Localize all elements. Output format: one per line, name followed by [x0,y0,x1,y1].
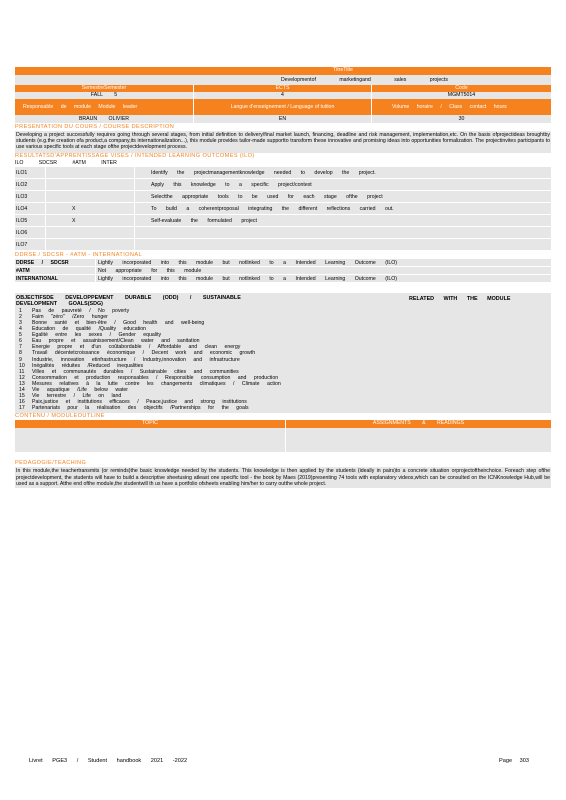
semester-value: FALL 5 [90,92,118,98]
ilo-text: Selectthe appropriate tools to be used for each stage ofthe project [151,193,383,200]
sdg-text: Inégalités réduites /Reduced inequalities [32,362,144,369]
presentation-box [15,131,551,153]
sdg-text: Pas de pauvreté / No poverty [32,307,130,314]
ilo-header: ILO SDCSR #ATM INTER [15,159,117,166]
sdg-list [16,308,550,412]
sdg-text: Energie propre et d'un coûtabordable / Affordable and clean energy [32,344,241,351]
pedagogy-title: PEDAGOGIE/TEACHING [15,460,87,467]
ilo-sdcsr-mark [45,179,135,190]
sdg-number: 16 [19,399,25,406]
legend-text: Not appropriate for this module [95,267,551,274]
sdg-text: Vie terrestre / Life on land [32,393,122,400]
ilo-key: ILO6 [16,229,28,236]
sdg-number: 1 [19,307,22,314]
ilo-row [15,167,551,179]
legend-table [15,259,551,283]
ilo-text: Apply this knowledge to a specific project/context [151,181,312,188]
volume-value: 30 [371,115,551,123]
sdg-number: 13 [19,380,25,387]
legend-row [15,259,551,267]
ilo-sdcsr-mark: X [45,203,135,214]
ilo-row [15,227,551,239]
content-header [15,420,551,428]
sdg-number: 4 [19,326,22,333]
title-label-row [15,67,551,75]
sdg-text: Consommation et production responsables / Responsible consumption and production [32,374,279,381]
sdg-related-label: RELATED WITH THE MODULE [409,295,511,302]
sdg-number: 10 [19,362,25,369]
sdg-item [16,405,550,411]
sdg-text: Travail décentetcroissance économique / Decent work and economic growth [32,350,256,357]
sdg-number: 2 [19,313,22,320]
sdg-text: Partenariats pour la réalisation des objectifs /Partnerships for the goals [32,405,249,412]
sdg-number: 15 [19,393,25,400]
legend-title: DDRSE / SDCSR - #ATM - INTERNATIONAL [15,251,143,258]
legend-text: Lightly incorporated into this module but notlinked to a Intended Learning Outcome (ILO) [95,275,551,282]
ilo-text [135,227,551,238]
ilo-row [15,179,551,191]
semester-value-row [15,92,551,99]
ilo-row [15,191,551,203]
presentation-title: PRESENTATION DU COURS / COURSE DESCRIPTION [15,124,175,130]
presentation-text: Developing a project successfully requires going through several stages, from initial definition to delivery/final market launch, financing, deadline and risk management, implementation,etc. On the basis ofprojectideas broughtby students (e.g.the creation ofa product,a company,its internationalization...), this module provides tailor-made supportto transform these innovative and promising ideas into opportunities formalization. The projectinvites participants to use various specific tools at each stage ofthe projectdevelopment process. [16,132,550,151]
sdg-text: Industrie, innovation etinfrastructure / Industry,innovation and infrastructure [32,356,240,363]
sdg-number: 7 [19,344,22,351]
ilo-sdcsr-mark [45,239,135,250]
sdg-number: 8 [19,350,22,357]
sdg-text: Bonne santé et bien-être / Good health and well-being [32,319,205,326]
ilo-sdcsr-mark [45,167,135,178]
pedagogy-box [15,467,551,488]
sdg-number: 5 [19,332,22,339]
legend-row [15,267,551,275]
ilo-row [15,203,551,215]
responsible-value-row [15,115,551,123]
code-value: MGMT5014 [371,92,551,99]
sdg-number: 12 [19,374,25,381]
sdg-number: 14 [19,387,25,394]
ilo-text: Identify the projectmanagementknowledge needed to develop the project. [151,169,376,176]
topic-label: TOPIC [142,420,158,427]
ilo-key: ILO4 [16,205,28,212]
volume-label: Volume horaire / Class contact hours [371,99,551,115]
ilo-key: ILO1 [16,169,28,176]
legend-key: INTERNATIONAL [16,275,58,282]
legend-key: #ATM [16,267,30,274]
responsible-label-row [15,99,551,115]
title-value-row [15,75,551,85]
topic-cell [15,428,285,452]
ilo-table [15,167,551,251]
legend-text: Lightly incorporated into this module but notlinked to a Intended Learning Outcome (ILO) [95,259,551,266]
footer-left: Livret PGE3 / Student handbook 2021 -2022 [29,758,188,764]
sdg-text: Eau propre et assainissement/Clean water and sanitation [32,338,200,345]
sdg-title: OBJECTIFSDE DEVELOPPEMENT DURABLE (ODD) / SUSTAINABLE DEVELOPMENT GOALS(SDG) [16,294,241,308]
sdg-text: Egalité entre les sexes / Gender equality [32,332,162,339]
ilo-key: ILO5 [16,217,28,224]
responsible-label: Responsable de module Module leader [23,103,138,110]
page-footer [29,758,529,764]
sdg-number: 3 [19,319,22,326]
sdg-text: Education de qualité /Quality education [32,326,146,333]
ilo-key: ILO2 [16,181,28,188]
ilo-row [15,239,551,251]
sdg-number: 17 [19,405,25,412]
footer-page: Page 303 [499,758,529,764]
legend-row [15,275,551,283]
ilo-sdcsr-mark: X [45,215,135,226]
sdg-header [16,295,550,308]
ilo-text: To build a coherentproposal integrating the different reflections carried out. [151,205,394,212]
sdg-text: Paix,justice et institutions efficaces / Peace,justice and strong institutions [32,399,247,406]
ilo-row [15,215,551,227]
ilo-text: Self-evaluate the formulated project [151,217,257,224]
content-title: CONTENU / MODULEOUTLINE [15,413,105,420]
ilo-key: ILO3 [16,193,28,200]
sdg-text: Mesures relatives à la lutte contre les changements climatiques / Climate action [32,380,281,387]
sdg-number: 9 [19,356,22,363]
sdg-number: 11 [19,368,25,375]
assignments-label: ASSIGNMENTS & READINGS [285,420,551,428]
language-value: EN [193,115,371,123]
semester-label: SemestreSemester [81,85,127,91]
ilo-title: RESULTATSD'APPRENTISSAGE VISES / INTENDED LEARNING OUTCOMES (ILO) [15,152,255,159]
sdg-box [15,293,551,414]
ilo-text [135,239,551,250]
ilo-sdcsr-mark [45,227,135,238]
assignments-cell [285,428,551,452]
ects-value: 4 [193,92,371,99]
sdg-text: Faim "zéro" /Zero hunger [32,313,108,320]
semester-label-row [15,85,551,92]
responsible-value: BRAUN OLIVIER [78,116,130,122]
module-sheet [15,67,551,488]
ilo-sdcsr-mark [45,191,135,202]
pedagogy-text: In this module,the teachertransmits (or reminds)the basic knowledge needed by the students. This knowledge is then applied by the students (ideally in pairs)to a concrete situation orprojectoftheirchoice. Foreach step ofthe projectdevelopment, the students will have to build a descriptive sheetusing atleast one specific tool - the book by Maes (2019)presenting 74 tools with explanatory videos,which can be consulted on the ICNKnowledge Hub,will be used as a support. Atthe end ofthe module,the studentwill th us have a portfolio ofsheets enabling him/her to carry outthe whole project. [16,468,550,487]
sdg-number: 6 [19,338,22,345]
language-label: Langue d'enseignement / Language of tuition [193,99,371,115]
sdg-text: Villes et communautés durables / Sustainable cities and communities [32,368,239,375]
sdg-text: Vie aquatique /Life below water [32,387,129,394]
code-label: Code [371,85,551,92]
title-value: Developmentof marketingand sales projects [281,77,448,83]
content-body [15,428,551,452]
legend-key: DDRSE / SDCSR [16,259,69,266]
ilo-key: ILO7 [16,241,28,248]
title-label: TitreTitle [333,67,353,73]
ects-label: ECTS [193,85,371,92]
